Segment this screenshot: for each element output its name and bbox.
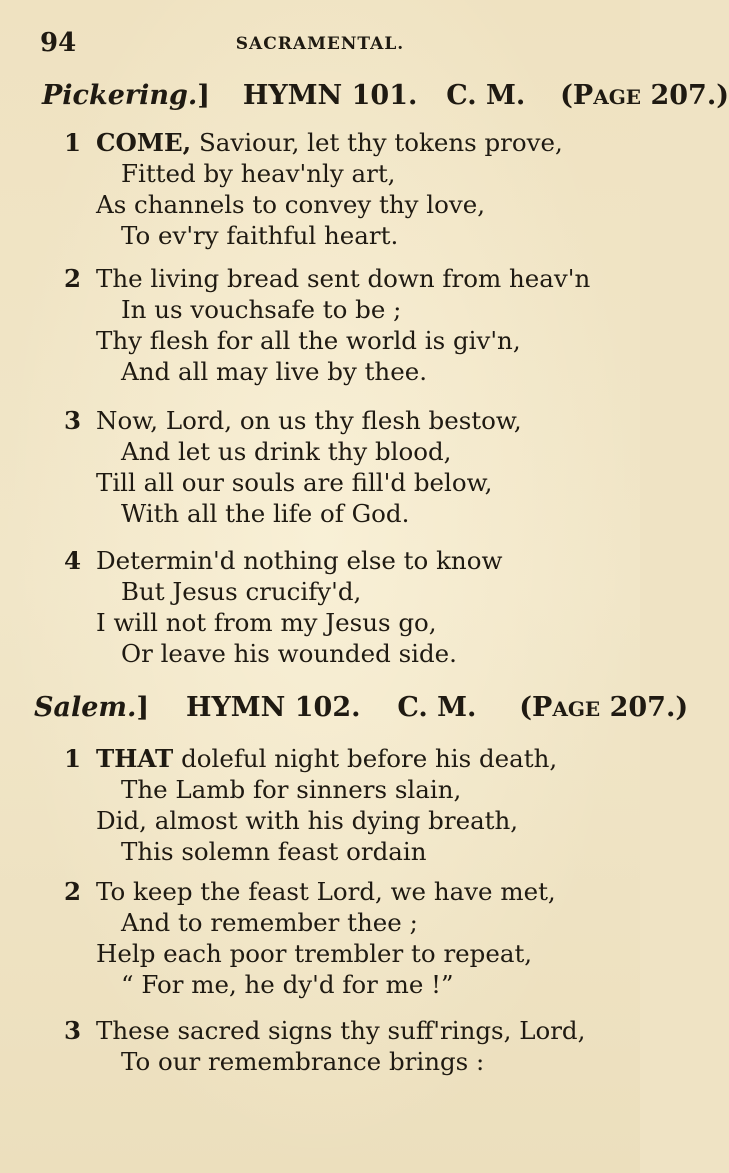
verse-line: To ev'ry faithful heart. [121, 221, 399, 250]
verse-line: And let us drink thy blood, [121, 437, 452, 466]
verse-line: To our remembrance brings : [121, 1047, 485, 1076]
tune-bracket: ] [197, 80, 211, 111]
hymn-101-verse-2 [64, 263, 620, 387]
hymn-title: HYMN 102. [186, 692, 361, 723]
verse-line: 3 Now, Lord, on us thy flesh bestow, [64, 406, 522, 435]
verse-line: This solemn feast ordain [121, 837, 427, 866]
tune-bracket: ] [136, 692, 150, 723]
verse-line: I will not from my Jesus go, [96, 608, 437, 637]
running-head [40, 22, 600, 62]
hymn-101-verse-3 [64, 405, 620, 529]
verse-line: Did, almost with his dying breath, [96, 806, 519, 835]
verse-number: 2 [64, 264, 82, 293]
verse-line: 2 The living bread sent down from heav'n [64, 264, 591, 293]
verse-number: 3 [64, 406, 82, 435]
verse-line: With all the life of God. [121, 499, 410, 528]
verse-line: As channels to convey thy love, [96, 190, 485, 219]
verse-line: And to remember thee ; [121, 908, 418, 937]
hymn-title: HYMN 101. [242, 80, 418, 111]
verse-number: 1 [64, 744, 82, 773]
page-reference: (PAGE 207.) [560, 80, 729, 111]
verse-line: Help each poor trembler to repeat, [96, 939, 533, 968]
verse-line: Thy flesh for all the world is giv'n, [96, 326, 521, 355]
section-title: SACRAMENTAL. [235, 34, 405, 54]
hymn-102-verse-3 [64, 1015, 620, 1077]
hymn-meter: C. M. [446, 80, 526, 111]
hymn-101-verse-1 [64, 127, 620, 251]
hymn-101-verse-4 [64, 545, 620, 669]
hymn-102-verse-1 [64, 743, 620, 867]
verse-line: The Lamb for sinners slain, [121, 775, 462, 804]
verse-line: And all may live by thee. [121, 357, 427, 386]
verse-line: But Jesus crucify'd, [121, 577, 362, 606]
hymn-102-verse-2 [64, 876, 620, 1000]
verse-number: 4 [64, 546, 82, 575]
verse-line: Fitted by heav'nly art, [121, 159, 396, 188]
tune-name: Pickering. [42, 80, 198, 111]
verse-line: Till all our souls are fill'd below, [96, 468, 493, 497]
verse-number: 2 [64, 877, 82, 906]
verse-number: 1 [64, 128, 82, 157]
page-number: 94 [40, 28, 77, 58]
hymn-101-header [42, 80, 729, 111]
tune-name: Salem. [34, 692, 137, 723]
verse-line: 1 THAT doleful night before his death, [64, 744, 558, 773]
verse-line: 3 These sacred signs thy suff'rings, Lord, [64, 1016, 586, 1045]
verse-line: 4 Determin'd nothing else to know [64, 546, 503, 575]
hymn-meter: C. M. [397, 692, 477, 723]
page-reference: (PAGE 207.) [519, 692, 689, 723]
verse-line: 1 COME, Saviour, let thy tokens prove, [64, 128, 563, 157]
verse-line: Or leave his wounded side. [121, 639, 457, 668]
verse-number: 3 [64, 1016, 82, 1045]
verse-line: “ For me, he dy'd for me !” [121, 970, 454, 999]
verse-line: 2 To keep the feast Lord, we have met, [64, 877, 556, 906]
verse-line: In us vouchsafe to be ; [121, 295, 402, 324]
hymn-102-header [34, 692, 689, 723]
